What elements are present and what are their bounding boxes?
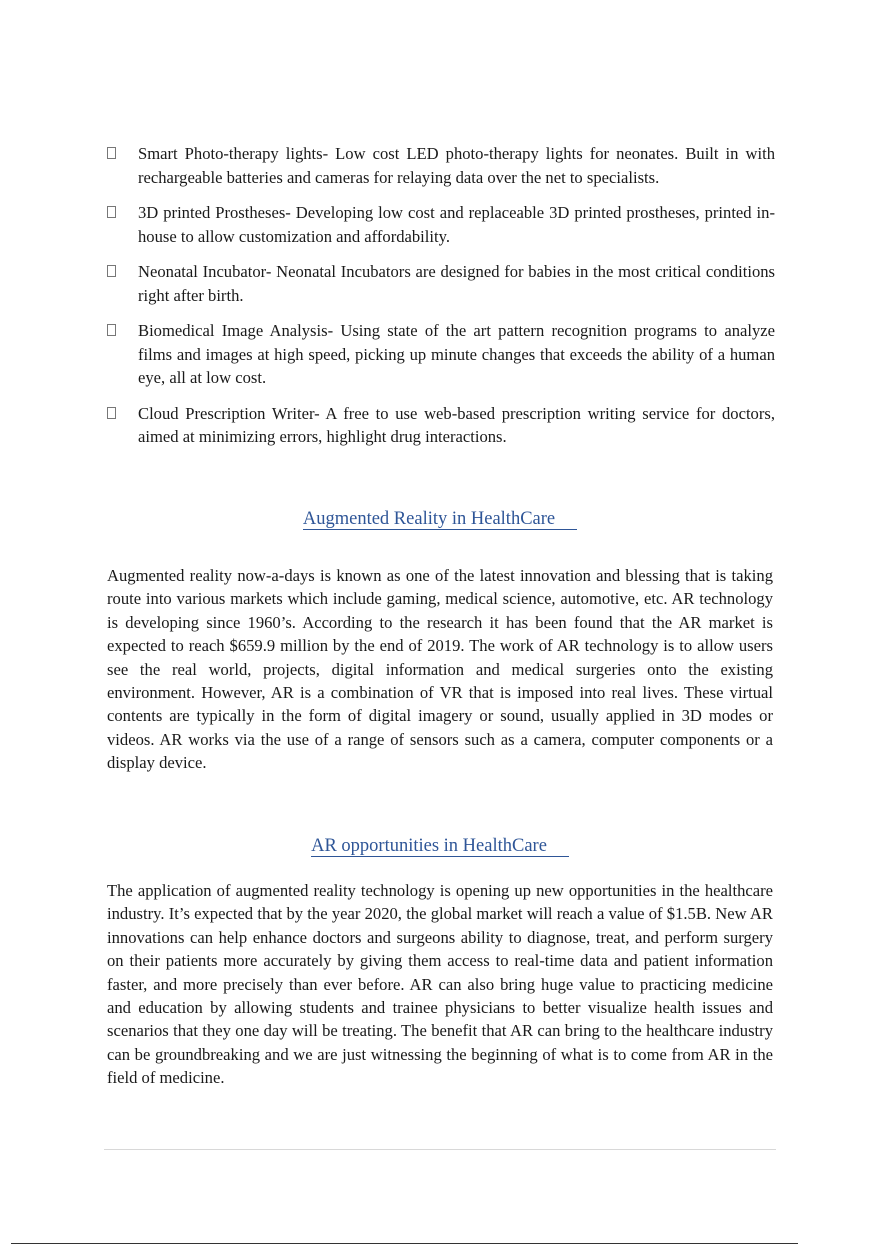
bullet-text: Biomedical Image Analysis- Using state of the art pattern recognition programs to analyze films and images at high speed, picking up minute changes that exceeds the ability of a human eye, all at low cost.	[138, 321, 775, 387]
bullet-box-icon	[107, 147, 116, 159]
page-bottom-rule	[11, 1243, 798, 1244]
bullet-box-icon	[107, 407, 116, 419]
bullet-text: Cloud Prescription Writer- A free to use web-based prescription writing service for doctors, aimed at minimizing errors, highlight drug interactions.	[138, 403, 775, 446]
bullet-text: 3D printed Prostheses- Developing low cost and replaceable 3D printed prostheses, printed in-house to allow customization and affordability.	[138, 203, 775, 246]
bullet-box-icon	[107, 324, 116, 336]
paragraph-ar-healthcare: Augmented reality now-a-days is known as one of the latest innovation and blessing that is taking route into various markets which include gaming, medical science, automotive, etc. AR technology is developing since 1960’s. According to the research it has been found that the AR market is expected to reach $659.9 million by the end of 2019. The work of AR technology is to allow users see the real world, projects, digital information and medical surgeries onto the existing environment. However, AR is a combination of VR that is imposed into real lives. These virtual contents are typically in the form of digital imagery or sound, usually applied in 3D modes or videos. AR works via the use of a range of sensors such as a camera, computer components or a display device.	[107, 566, 773, 773]
bullet-box-icon	[107, 206, 116, 218]
heading-text: Augmented Reality in HealthCare	[303, 509, 577, 530]
bullet-item-prostheses	[107, 201, 775, 248]
bullet-item-photo-therapy	[107, 142, 775, 189]
bullet-text: Neonatal Incubator- Neonatal Incubators are designed for babies in the most critical conditions right after birth.	[138, 262, 775, 305]
bullet-box-icon	[107, 265, 116, 277]
heading-text: AR opportunities in HealthCare	[311, 836, 569, 857]
footer-divider	[104, 1149, 776, 1150]
innovation-bullet-list	[107, 142, 775, 461]
bullet-item-prescription-writer	[107, 402, 775, 449]
bullet-text: Smart Photo-therapy lights- Low cost LED photo-therapy lights for neonates. Built in with rechargeable batteries and cameras for relaying data over the net to specialists.	[138, 144, 775, 187]
bullet-item-image-analysis	[107, 319, 775, 390]
bullet-item-incubator	[107, 260, 775, 307]
section-heading-ar-healthcare	[0, 509, 880, 530]
section-heading-ar-opportunities	[0, 836, 880, 857]
paragraph-ar-opportunities: The application of augmented reality technology is opening up new opportunities in the healthcare industry. It’s expected that by the year 2020, the global market will reach a value of $1.5B. New AR innovations can help enhance doctors and surgeons ability to diagnose, treat, and perform surgery on their patients more accurately by giving them access to real-time data and patient information faster, and more precisely than ever before. AR can also bring huge value to practicing medicine and education by allowing students and trainee physicians to better visualize health issues and scenarios that they one day will be treating. The benefit that AR can bring to the healthcare industry can be groundbreaking and we are just witnessing the beginning of what is to come from AR in the field of medicine.	[107, 881, 773, 1088]
